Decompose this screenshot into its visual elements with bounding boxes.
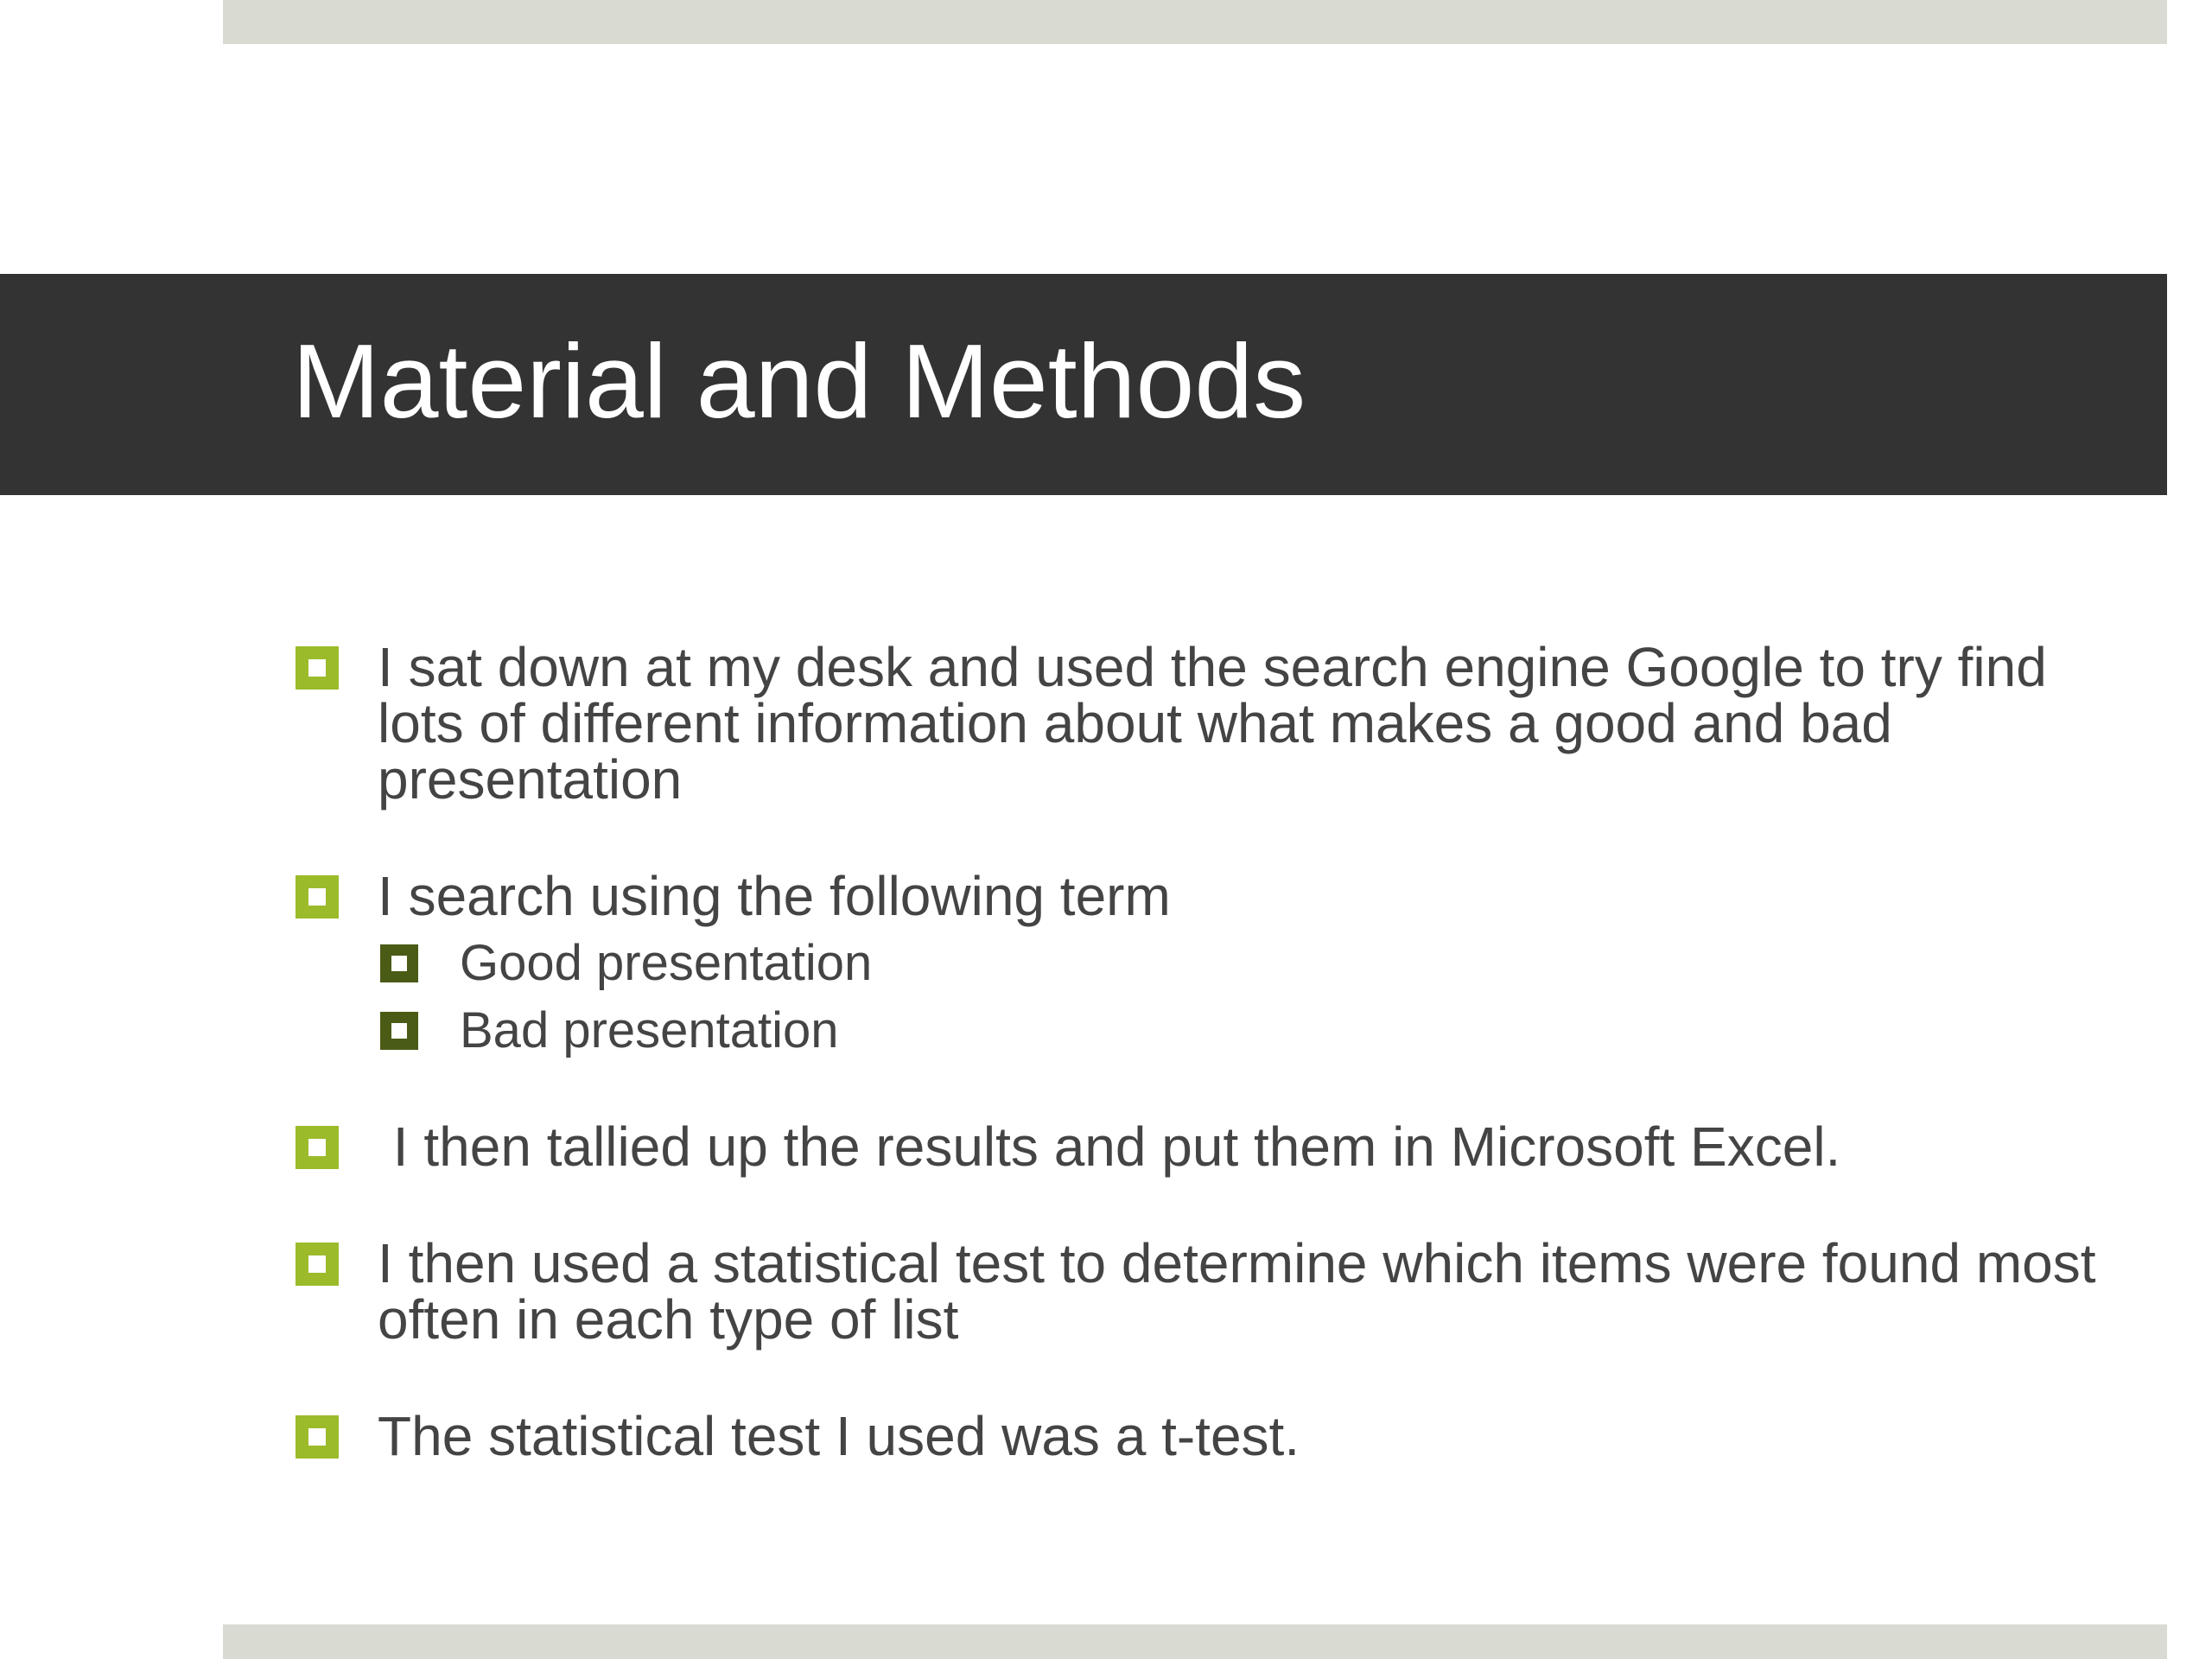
bottom-band xyxy=(223,1624,2167,1659)
slide-title: Material and Methods xyxy=(292,322,1306,440)
bullet-text: The statistical test I used was a t-test. xyxy=(378,1405,1300,1467)
bullet-text: I then used a statistical test to determine which items were found most often in each type of list xyxy=(378,1232,2096,1351)
top-band xyxy=(223,0,2167,44)
bullet-text: I sat down at my desk and used the search engine Google to try find lots of different information about what makes a good and bad presentation xyxy=(378,636,2047,810)
bullet-text: I then tallied up the results and put them in Microsoft Excel. xyxy=(378,1116,1841,1178)
square-bullet-icon xyxy=(296,1243,339,1286)
sub-bullet-text: Good presentation xyxy=(460,935,873,991)
square-bullet-icon xyxy=(380,944,418,982)
square-bullet-icon xyxy=(296,646,339,690)
square-bullet-icon xyxy=(296,875,339,918)
square-bullet-icon xyxy=(380,1012,418,1050)
square-bullet-icon xyxy=(296,1415,339,1459)
square-bullet-icon xyxy=(296,1126,339,1169)
sub-bullet-text: Bad presentation xyxy=(460,1002,839,1058)
bullet-text: I search using the following term xyxy=(378,865,1171,927)
